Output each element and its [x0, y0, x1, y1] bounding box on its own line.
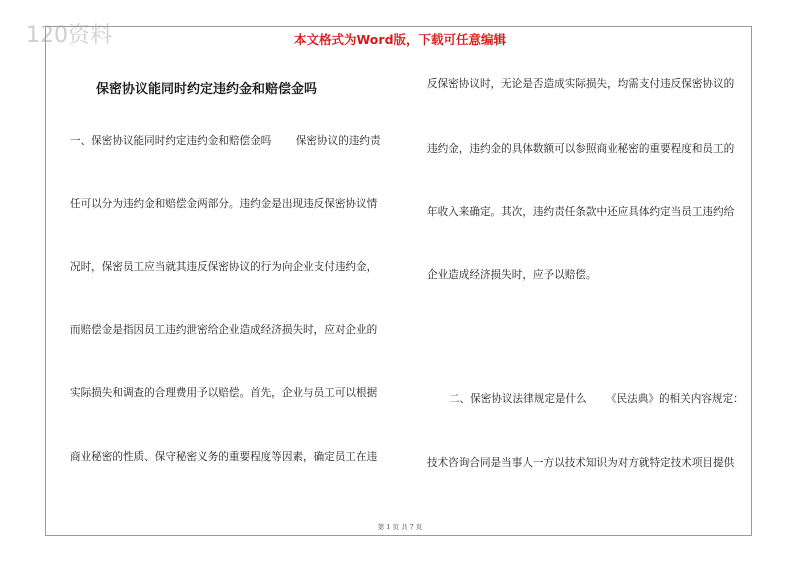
document-title: 保密协议能同时约定违约金和赔偿金吗 — [96, 82, 318, 97]
left-line-1: 一、保密协议能同时约定违约金和赔偿金吗 保密协议的违约责 — [70, 135, 381, 147]
right-line-4: 企业造成经济损失时，应予以赔偿。 — [427, 269, 597, 281]
left-line-3: 况时，保密员工应当就其违反保密协议的行为向企业支付违约金， — [70, 261, 378, 273]
page-footer: 第 1 页 共 7 页 — [377, 523, 423, 531]
left-line-6: 商业秘密的性质、保守秘密义务的重要程度等因素，确定员工在违 — [70, 451, 378, 463]
right-line-6: 技术咨询合同是当事人一方以技术知识为对方就特定技术项目提供 — [427, 457, 735, 469]
left-line-4: 而赔偿金是指因员工违约泄密给企业造成经济损失时，应对企业的 — [70, 324, 378, 336]
left-line-2: 任可以分为违约金和赔偿金两部分。违约金是出现违反保密协议情 — [70, 198, 378, 210]
left-line-5: 实际损失和调查的合理费用予以赔偿。首先，企业与员工可以根据 — [70, 387, 378, 399]
right-line-1: 反保密协议时，无论是否造成实际损失，均需支付违反保密协议的 — [427, 78, 735, 90]
right-line-3: 年收入来确定。其次，违约责任条款中还应具体约定当员工违约给 — [427, 206, 735, 218]
format-banner: 本文格式为Word版，下载可任意编辑 — [293, 32, 507, 47]
right-line-2: 违约金，违约金的具体数额可以参照商业秘密的重要程度和员工的 — [427, 143, 735, 155]
right-line-5: 二、保密协议法律规定是什么 《民法典》的相关内容规定： — [449, 393, 744, 405]
watermark-logo: 120资料 — [26, 23, 112, 48]
